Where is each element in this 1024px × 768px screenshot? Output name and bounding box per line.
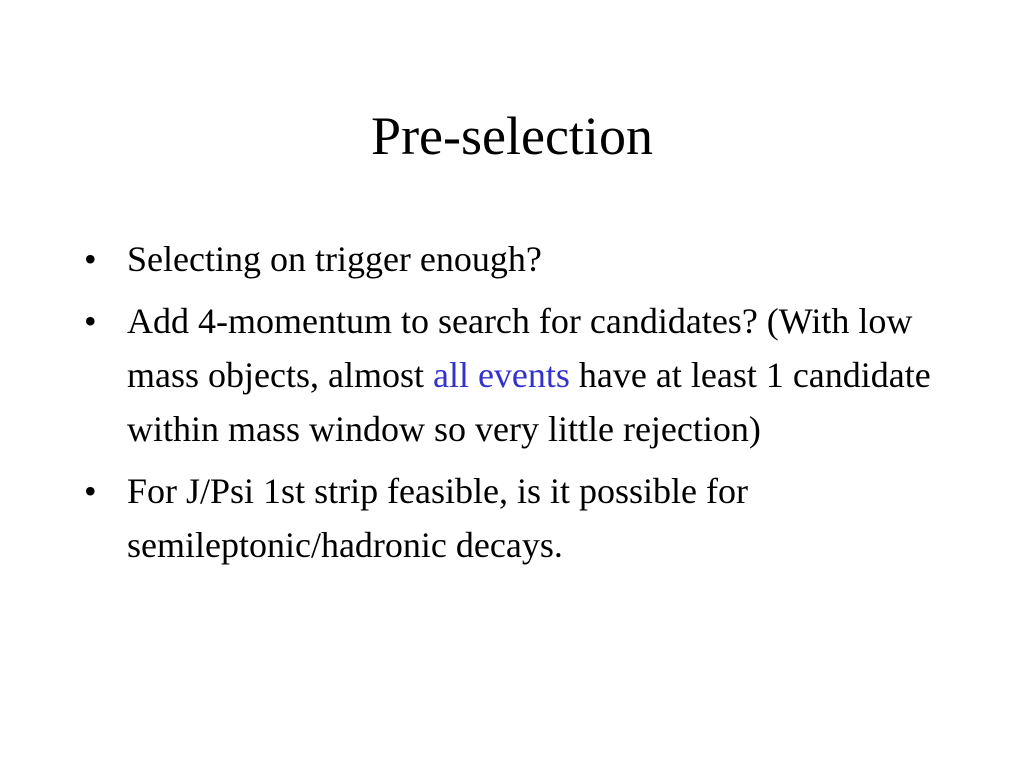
bullet-item-jpsi — [84, 464, 964, 572]
bullet-text: For J/Psi 1st strip feasible, is it possible for semileptonic/hadronic decays. — [127, 471, 748, 565]
bullet-icon: • — [84, 471, 97, 511]
bullet-highlight-text: all events — [432, 355, 570, 395]
bullet-icon: • — [84, 239, 97, 279]
bullet-text: Selecting on trigger enough? — [127, 239, 542, 279]
bullet-text-before: Add 4-momentum to search for candidates? (With low mass objects, almost — [127, 301, 913, 395]
bullet-icon: • — [84, 301, 97, 341]
bullet-text-after: have at least 1 candidate within mass window so very little rejection) — [127, 355, 931, 449]
slide-title: Pre-selection — [371, 106, 653, 166]
bullet-item-trigger — [84, 232, 964, 286]
bullet-item-four-momentum — [84, 294, 964, 456]
bullet-list — [84, 232, 964, 580]
